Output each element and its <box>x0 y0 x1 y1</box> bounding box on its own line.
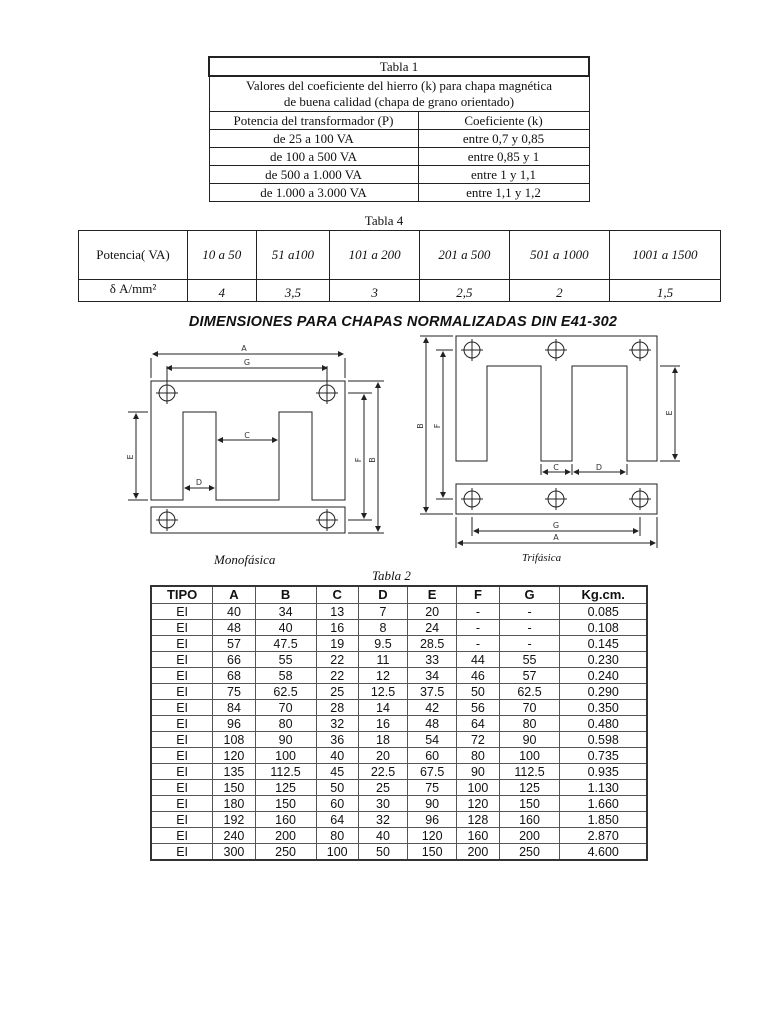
table-cell: 24 <box>408 620 457 636</box>
table-cell: 128 <box>457 812 499 828</box>
table-cell: 56 <box>457 700 499 716</box>
tabla-2 <box>150 585 648 861</box>
table-cell: 160 <box>255 812 316 828</box>
table-cell: 200 <box>499 828 560 844</box>
table-cell: 55 <box>255 652 316 668</box>
table-cell: EI <box>151 844 213 861</box>
dim-label-g-tri: G <box>552 521 560 530</box>
table-cell: 84 <box>213 700 255 716</box>
table-cell: 58 <box>255 668 316 684</box>
dim-label-a-mono: A <box>241 344 247 353</box>
table-cell: 48 <box>408 716 457 732</box>
table-cell: 100 <box>255 748 316 764</box>
table-cell: 0.935 <box>560 764 647 780</box>
mono-caption: Monofásica <box>214 552 276 567</box>
table-cell: 37.5 <box>408 684 457 700</box>
tabla-4-row2-label: δ A/mm² <box>79 280 188 302</box>
table-cell: 40 <box>255 620 316 636</box>
table-row <box>151 700 647 716</box>
table-cell: 42 <box>408 700 457 716</box>
table-cell: 90 <box>499 732 560 748</box>
table-row <box>151 844 647 861</box>
table-cell: 120 <box>213 748 255 764</box>
table-cell: 150 <box>213 780 255 796</box>
table-cell: 62.5 <box>499 684 560 700</box>
table-cell: 0.085 <box>560 604 647 620</box>
table-cell: - <box>457 620 499 636</box>
table-cell: 14 <box>358 700 407 716</box>
power-range-cell: 1001 a 1500 <box>610 231 721 280</box>
bolt-hole-icon <box>629 488 651 510</box>
table-cell: 60 <box>408 748 457 764</box>
table-cell: EI <box>151 636 213 652</box>
table-cell: 40 <box>213 604 255 620</box>
column-header: Kg.cm. <box>560 586 647 604</box>
table-cell: 96 <box>213 716 255 732</box>
table-cell: 40 <box>358 828 407 844</box>
table-cell: 160 <box>457 828 499 844</box>
column-header: A <box>213 586 255 604</box>
table-cell: 48 <box>213 620 255 636</box>
table-cell: 64 <box>457 716 499 732</box>
table-cell: 90 <box>408 796 457 812</box>
table-cell: 60 <box>316 796 358 812</box>
table-cell: 32 <box>358 812 407 828</box>
table-cell: 50 <box>316 780 358 796</box>
table-row <box>151 620 647 636</box>
table-cell: 72 <box>457 732 499 748</box>
coefficient-cell: entre 1 y 1,1 <box>418 166 589 184</box>
table-cell: 1.660 <box>560 796 647 812</box>
table-cell: 34 <box>408 668 457 684</box>
table-cell: 68 <box>213 668 255 684</box>
tabla-1-row <box>209 184 589 202</box>
tabla-4-row1-label: Potencia( VA) <box>79 231 188 280</box>
table-cell: 150 <box>255 796 316 812</box>
table-cell: 0.108 <box>560 620 647 636</box>
power-range-cell: de 1.000 a 3.000 VA <box>209 184 418 202</box>
table-row <box>151 668 647 684</box>
table-row <box>151 748 647 764</box>
tabla-1-col-coef: Coeficiente (k) <box>418 112 589 130</box>
table-cell: 16 <box>358 716 407 732</box>
table-cell: - <box>499 604 560 620</box>
table-cell: 240 <box>213 828 255 844</box>
column-header: D <box>358 586 407 604</box>
tabla-1-description-line1: Valores del coeficiente del hierro (k) para chapa magnética <box>245 78 553 93</box>
table-cell: 90 <box>255 732 316 748</box>
table-cell: 32 <box>316 716 358 732</box>
table-row <box>151 652 647 668</box>
table-cell: 112.5 <box>499 764 560 780</box>
tabla-4 <box>78 230 721 302</box>
table-row <box>151 732 647 748</box>
table-cell: 30 <box>358 796 407 812</box>
dim-label-c-mono: C <box>244 431 250 440</box>
table-cell: 108 <box>213 732 255 748</box>
dim-label-e-mono: E <box>126 454 135 460</box>
table-cell: 200 <box>255 828 316 844</box>
table-cell: - <box>457 604 499 620</box>
tabla-1-body <box>209 130 589 202</box>
table-cell: 125 <box>255 780 316 796</box>
table-row <box>151 684 647 700</box>
table-cell: 9.5 <box>358 636 407 652</box>
table-cell: 18 <box>358 732 407 748</box>
tabla-1-row <box>209 148 589 166</box>
table-cell: 100 <box>499 748 560 764</box>
table-cell: 1.850 <box>560 812 647 828</box>
power-range-cell: de 500 a 1.000 VA <box>209 166 418 184</box>
power-range-cell: 201 a 500 <box>420 231 510 280</box>
bolt-hole-icon <box>461 488 483 510</box>
column-header: TIPO <box>151 586 213 604</box>
table-cell: EI <box>151 748 213 764</box>
table-cell: 160 <box>499 812 560 828</box>
bolt-hole-icon <box>156 509 178 531</box>
table-cell: EI <box>151 812 213 828</box>
table-cell: 34 <box>255 604 316 620</box>
table-cell: 100 <box>316 844 358 861</box>
table-cell: 36 <box>316 732 358 748</box>
table-row <box>151 636 647 652</box>
table-cell: 22 <box>316 652 358 668</box>
table-row <box>151 796 647 812</box>
table-cell: 80 <box>255 716 316 732</box>
table-cell: EI <box>151 668 213 684</box>
power-range-cell: 51 a100 <box>256 231 330 280</box>
table-cell: 25 <box>316 684 358 700</box>
table-cell: 47.5 <box>255 636 316 652</box>
table-cell: EI <box>151 732 213 748</box>
table-cell: - <box>499 620 560 636</box>
dim-label-a-tri: A <box>553 533 559 542</box>
dim-label-c-tri: C <box>553 463 559 472</box>
table-cell: 57 <box>499 668 560 684</box>
table-cell: 28 <box>316 700 358 716</box>
table-cell: EI <box>151 620 213 636</box>
table-cell: 66 <box>213 652 255 668</box>
dim-label-d-tri: D <box>595 463 603 472</box>
bolt-hole-icon <box>316 509 338 531</box>
table-cell: - <box>499 636 560 652</box>
table-cell: 67.5 <box>408 764 457 780</box>
power-range-cell: de 25 a 100 VA <box>209 130 418 148</box>
table-cell: 120 <box>408 828 457 844</box>
current-density-cell: 3,5 <box>256 280 330 302</box>
dim-label-b-mono: B <box>368 457 377 463</box>
table-cell: 44 <box>457 652 499 668</box>
current-density-cell: 2 <box>509 280 609 302</box>
dimensions-heading: DIMENSIONES PARA CHAPAS NORMALIZADAS DIN E41-302 <box>188 314 618 330</box>
table-row <box>151 716 647 732</box>
column-header: B <box>255 586 316 604</box>
table-cell: 16 <box>316 620 358 636</box>
tabla-1 <box>208 56 590 202</box>
table-cell: 25 <box>358 780 407 796</box>
table-cell: 80 <box>457 748 499 764</box>
table-cell: 45 <box>316 764 358 780</box>
table-cell: 75 <box>408 780 457 796</box>
table-cell: 96 <box>408 812 457 828</box>
tabla-1-col-power: Potencia del transformador (P) <box>209 112 418 130</box>
table-cell: 150 <box>499 796 560 812</box>
table-cell: 13 <box>316 604 358 620</box>
table-cell: 33 <box>408 652 457 668</box>
table-cell: 4.600 <box>560 844 647 861</box>
column-header: G <box>499 586 560 604</box>
table-cell: 112.5 <box>255 764 316 780</box>
table-cell: 11 <box>358 652 407 668</box>
table-cell: EI <box>151 796 213 812</box>
table-cell: 28.5 <box>408 636 457 652</box>
table-row <box>151 828 647 844</box>
tri-caption: Trifásica <box>522 552 562 564</box>
table-cell: 0.290 <box>560 684 647 700</box>
dim-label-d-mono: D <box>195 478 203 487</box>
dim-label-f-tri: F <box>433 423 442 429</box>
table-cell: 80 <box>499 716 560 732</box>
table-cell: 0.598 <box>560 732 647 748</box>
table-cell: 2.870 <box>560 828 647 844</box>
power-range-cell: 501 a 1000 <box>509 231 609 280</box>
table-cell: 64 <box>316 812 358 828</box>
table-cell: 180 <box>213 796 255 812</box>
table-row <box>151 764 647 780</box>
table-cell: EI <box>151 604 213 620</box>
table-cell: 75 <box>213 684 255 700</box>
bolt-hole-icon <box>545 339 567 361</box>
table-cell: 55 <box>499 652 560 668</box>
table-cell: 7 <box>358 604 407 620</box>
dim-label-e-tri: E <box>665 410 674 416</box>
coefficient-cell: entre 0,85 y 1 <box>418 148 589 166</box>
table-row <box>151 780 647 796</box>
table-cell: EI <box>151 764 213 780</box>
table-cell: 0.240 <box>560 668 647 684</box>
mono-i-lamination <box>151 507 345 533</box>
column-header: E <box>408 586 457 604</box>
table-cell: 70 <box>255 700 316 716</box>
bolt-hole-icon <box>156 382 178 404</box>
table-cell: 1.130 <box>560 780 647 796</box>
column-header: F <box>457 586 499 604</box>
table-cell: 120 <box>457 796 499 812</box>
tabla-2-title: Tabla 2 <box>372 568 411 583</box>
tabla-1-row <box>209 130 589 148</box>
table-cell: 19 <box>316 636 358 652</box>
table-cell: EI <box>151 684 213 700</box>
table-cell: 50 <box>457 684 499 700</box>
table-cell: 20 <box>408 604 457 620</box>
table-cell: 125 <box>499 780 560 796</box>
current-density-cell: 2,5 <box>420 280 510 302</box>
table-cell: 54 <box>408 732 457 748</box>
bolt-hole-icon <box>461 339 483 361</box>
tabla-1-description-line2: de buena calidad (chapa de grano orientado) <box>283 94 515 109</box>
bolt-hole-icon <box>316 382 338 404</box>
table-cell: EI <box>151 828 213 844</box>
power-range-cell: 101 a 200 <box>330 231 420 280</box>
current-density-cell: 4 <box>188 280 257 302</box>
table-cell: 0.145 <box>560 636 647 652</box>
lamination-diagram <box>0 330 768 570</box>
table-cell: 192 <box>213 812 255 828</box>
table-cell: 100 <box>457 780 499 796</box>
table-row <box>151 812 647 828</box>
table-cell: 46 <box>457 668 499 684</box>
table-cell: 90 <box>457 764 499 780</box>
table-cell: EI <box>151 652 213 668</box>
table-cell: 0.350 <box>560 700 647 716</box>
coefficient-cell: entre 0,7 y 0,85 <box>418 130 589 148</box>
table-cell: 200 <box>457 844 499 861</box>
table-cell: 62.5 <box>255 684 316 700</box>
table-cell: 57 <box>213 636 255 652</box>
dim-label-f-mono: F <box>354 457 363 463</box>
table-cell: 0.230 <box>560 652 647 668</box>
table-cell: EI <box>151 700 213 716</box>
table-cell: EI <box>151 780 213 796</box>
tabla-1-row <box>209 166 589 184</box>
table-cell: 50 <box>358 844 407 861</box>
table-cell: 250 <box>255 844 316 861</box>
table-cell: 80 <box>316 828 358 844</box>
dim-label-g-mono: G <box>243 358 251 367</box>
table-cell: 12 <box>358 668 407 684</box>
current-density-cell: 3 <box>330 280 420 302</box>
bolt-hole-icon <box>545 488 567 510</box>
tabla-4-title: Tabla 4 <box>364 213 404 228</box>
current-density-cell: 1,5 <box>610 280 721 302</box>
table-cell: EI <box>151 716 213 732</box>
table-cell: 8 <box>358 620 407 636</box>
table-row <box>151 604 647 620</box>
table-cell: 22.5 <box>358 764 407 780</box>
table-cell: 12.5 <box>358 684 407 700</box>
table-cell: 135 <box>213 764 255 780</box>
table-cell: 40 <box>316 748 358 764</box>
coefficient-cell: entre 1,1 y 1,2 <box>418 184 589 202</box>
table-cell: 150 <box>408 844 457 861</box>
table-cell: 300 <box>213 844 255 861</box>
table-cell: 22 <box>316 668 358 684</box>
column-header: C <box>316 586 358 604</box>
table-cell: 250 <box>499 844 560 861</box>
table-cell: - <box>457 636 499 652</box>
power-range-cell: 10 a 50 <box>188 231 257 280</box>
table-cell: 0.480 <box>560 716 647 732</box>
power-range-cell: de 100 a 500 VA <box>209 148 418 166</box>
bolt-hole-icon <box>629 339 651 361</box>
table-cell: 20 <box>358 748 407 764</box>
table-cell: 70 <box>499 700 560 716</box>
table-cell: 0.735 <box>560 748 647 764</box>
tabla-1-description <box>209 76 589 112</box>
tabla-1-title: Tabla 1 <box>209 57 589 76</box>
dim-label-b-tri: B <box>416 423 425 429</box>
